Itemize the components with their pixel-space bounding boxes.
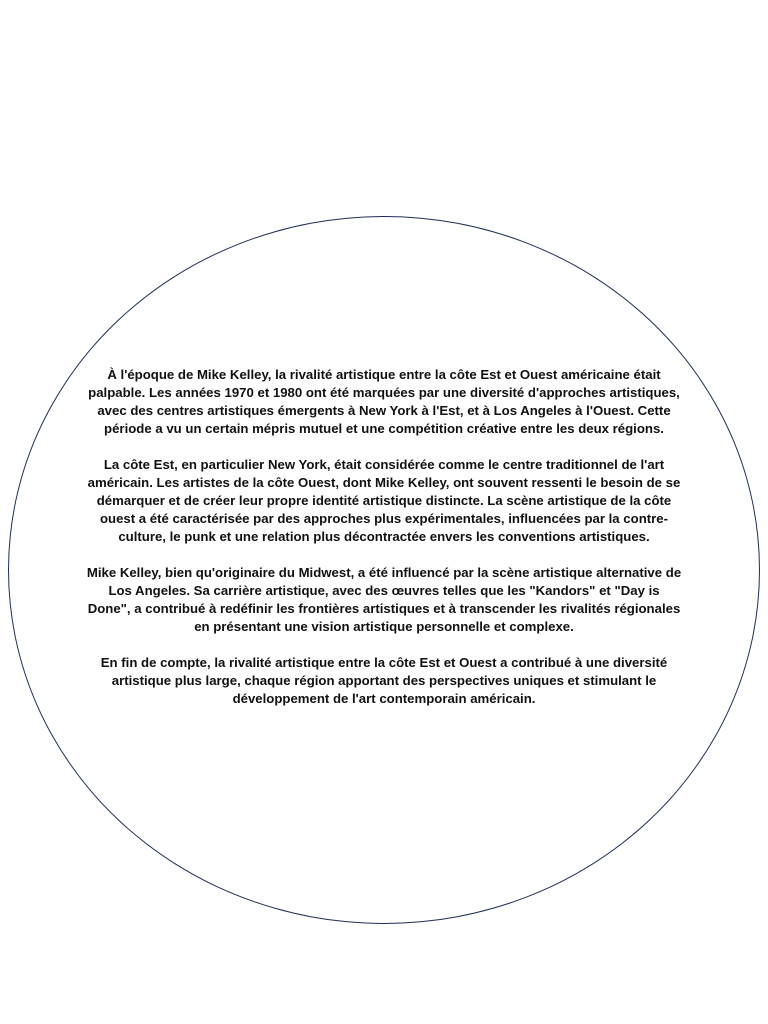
paragraph-4: En fin de compte, la rivalité artistique entre la côte Est et Ouest a contribué à une diversité artistique plus large, chaque région apportant des perspectives uniques et stimulant le développement de l'art contemporain américain. [100,655,668,706]
paragraph-2: La côte Est, en particulier New York, était considérée comme le centre traditionnel de l'art américain. Les artistes de la côte Ouest, dont Mike Kelley, ont souvent ressenti le besoin de se démarquer et de créer leur propre identité artistique distincte. La scène artistique de la côte ouest a été caractérisée par des approches plus expérimentales, influencées par la contre-culture, le punk et une relation plus décontractée envers les conventions artistiques. [87,457,681,544]
paragraph-3: Mike Kelley, bien qu'originaire du Midwest, a été influencé par la scène artistique alternative de Los Angeles. Sa carrière artistique, avec des œuvres telles que les "Kandors" et "Day is Done", a contribué à redéfinir les frontières artistiques et à transcender les rivalités régionales en présentant une vision artistique personnelle et complexe. [86,565,682,634]
paragraph-1: À l'époque de Mike Kelley, la rivalité artistique entre la côte Est et Ouest américaine était palpable. Les années 1970 et 1980 ont été marquées par une diversité d'approches artistiques, avec des centres artistiques émergents à New York à l'Est, et à Los Angeles à l'Ouest. Cette période a vu un certain mépris mutuel et une compétition créative entre les deux régions. [88,367,680,436]
circle-text-block [86,366,682,708]
